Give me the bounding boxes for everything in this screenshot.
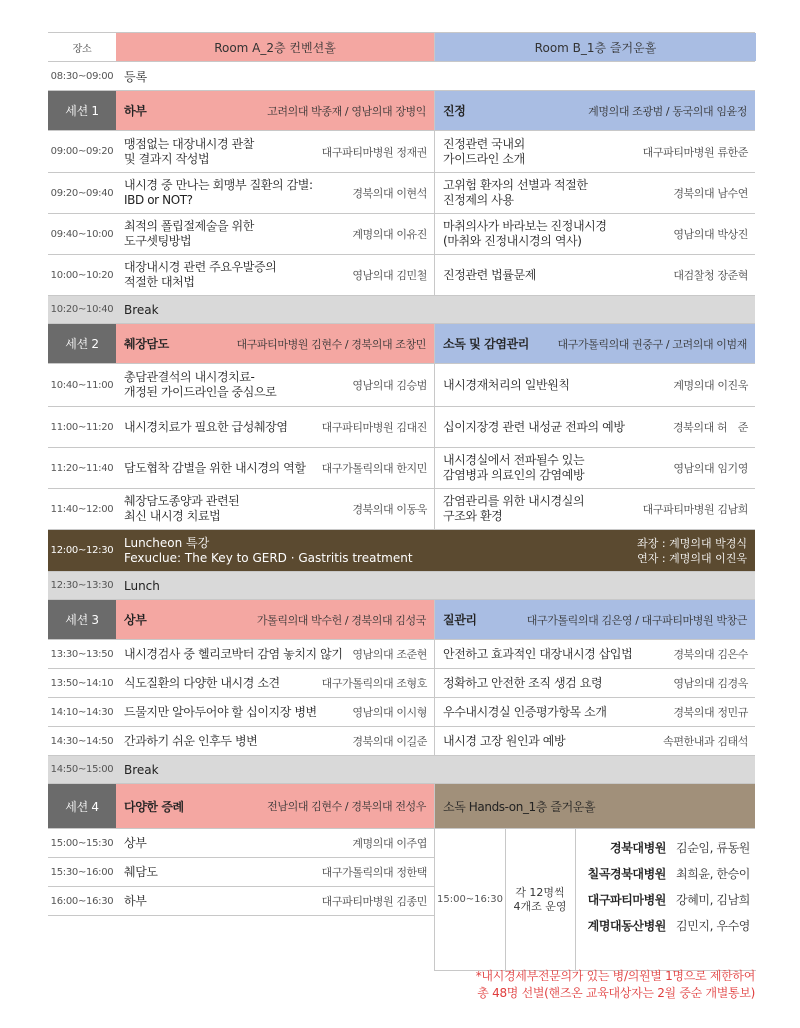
break-row: [48, 296, 755, 324]
time-cell: 15:00~16:30: [435, 829, 506, 970]
session-label: 세션 2: [48, 324, 116, 363]
speaker: 대구파티마병원 김남희: [642, 503, 748, 516]
speaker: 영남의대 조준현: [352, 648, 427, 661]
session-b-header: [434, 324, 755, 363]
talk-title: 내시경 중 만나는 회맹부 질환의 감별: IBD or NOT?: [124, 178, 313, 207]
session-a-header: [116, 324, 434, 363]
session-chairs: 대구가톨릭의대 권중구 / 고려의대 이범재: [557, 337, 747, 351]
session-b-header: [434, 600, 755, 639]
list-item: [581, 886, 750, 912]
footnote: *내시경세부전문의가 있는 병/의원별 1명으로 제한하여 총 48명 선별(핸즈온 교육대상자는 2월 중순 개별통보): [475, 969, 755, 1000]
time-cell: 10:00~10:20: [50, 269, 114, 281]
time-cell: 11:20~11:40: [50, 462, 114, 474]
session-name: 다양한 증례: [124, 799, 184, 814]
talk-row: [48, 858, 434, 887]
speaker: 영남의대 김승범: [352, 379, 427, 392]
registration-row: [48, 62, 755, 91]
talk-a: [116, 173, 434, 213]
talk-b: [434, 255, 755, 295]
talk-title: 췌장담도종양과 관련된 최신 내시경 치료법: [124, 494, 240, 523]
talk-b: [434, 173, 755, 213]
talk-title: 맹점없는 대장내시경 관찰 및 결과지 작성법: [124, 136, 254, 166]
time-cell: 12:00~12:30: [50, 545, 114, 556]
talk-title: 하부: [124, 893, 147, 908]
talk-a: [116, 214, 434, 254]
talk-a: [116, 448, 434, 488]
time-cell: 14:10~14:30: [50, 706, 114, 718]
speaker: 경북의대 이길준: [352, 735, 427, 748]
talk-row: [48, 489, 755, 530]
talk-title: 췌담도: [124, 864, 158, 879]
talk-title: 드물지만 알아두어야 할 십이지장 병변: [124, 704, 317, 719]
talk-row: [48, 407, 755, 448]
list-item: [581, 860, 750, 886]
talk-row: [48, 640, 755, 669]
speaker: 영남의대 이시형: [352, 706, 427, 719]
time-cell: 14:30~14:50: [50, 735, 114, 747]
talk-a: [116, 255, 434, 295]
talk-title: 정확하고 안전한 조직 생검 요령: [443, 675, 603, 690]
talk-b: [434, 727, 755, 755]
talk-a: [116, 669, 434, 697]
speaker: 계명의대 이주엽: [352, 837, 427, 850]
talk-title: 내시경치료가 필요한 급성췌장염: [124, 419, 288, 434]
talk-a: [116, 887, 434, 915]
talk-row: [48, 887, 434, 916]
time-cell: 13:30~13:50: [50, 648, 114, 660]
talk-title: 담도협착 감별을 위한 내시경의 역할: [124, 460, 306, 475]
session-chairs: 가톨릭의대 박수헌 / 경북의대 김성국: [256, 613, 426, 627]
talk-title: 내시경검사 중 헬리코박터 감염 놓치지 않기: [124, 646, 343, 661]
speaker: 영남의대 김민철: [352, 269, 427, 282]
session-header: [48, 324, 755, 364]
talk-row: [48, 214, 755, 255]
talk-title: 안전하고 효과적인 대장내시경 삽입법: [443, 646, 633, 661]
time-cell: 14:50~15:00: [48, 756, 116, 783]
time-cell: 12:30~13:30: [48, 572, 116, 599]
session-name: 소독 및 감염관리: [443, 337, 529, 351]
talk-b: [434, 448, 755, 488]
session-b-header: [434, 91, 755, 130]
handson-block: [434, 829, 756, 971]
speaker: 계명의대 이진욱: [673, 379, 748, 392]
talk-title: 최적의 폴립절제술을 위한 도구셋팅방법: [124, 219, 254, 248]
session-name: 하부: [124, 104, 147, 118]
talk-a: [116, 858, 434, 886]
session4-body: [48, 829, 755, 970]
talk-row: [48, 364, 755, 407]
place-label: 장소: [72, 43, 92, 55]
handson-instructors: [581, 834, 750, 938]
talk-title: 대장내시경 관련 주요우발증의 적절한 대처법: [124, 260, 277, 289]
luncheon-people: 좌장 : 계명의대 박경식 연자 : 계명의대 이진욱: [637, 537, 747, 565]
session-header: [48, 600, 755, 640]
instructor-names: 최희윤, 한승이: [676, 866, 750, 881]
speaker: 경북의대 허 준: [672, 421, 748, 434]
session-name: 소독 Hands-on_1층 즐거운홀: [443, 799, 596, 814]
speaker: 대구파티마병원 류한준: [642, 145, 748, 159]
time-cell: 16:00~16:30: [50, 895, 114, 907]
talk-title: 진정관련 법률문제: [443, 267, 536, 282]
time-cell: 09:40~10:00: [50, 228, 114, 240]
talk-title: 총담관결석의 내시경치료- 개정된 가이드라인을 중심으로: [124, 370, 277, 399]
talk-title: 상부: [124, 835, 147, 850]
talk-b: [434, 489, 755, 529]
lunch-label: Lunch: [116, 572, 755, 599]
session-label: 세션 1: [48, 91, 116, 130]
break-row: [48, 756, 755, 784]
session-header: [48, 91, 755, 131]
talk-row: [48, 829, 434, 858]
time-cell: 09:20~09:40: [50, 187, 114, 199]
talk-row: [48, 669, 755, 698]
talk-title: 간과하기 쉬운 인후두 병변: [124, 733, 258, 748]
speaker: 대구가톨릭의대 한지민: [321, 462, 427, 475]
hospital-name: 대구파티마병원: [587, 892, 667, 907]
time-cell: 08:30~09:00: [50, 70, 114, 82]
speaker: 계명의대 이유진: [352, 228, 427, 241]
session-label: 세션 4: [48, 784, 116, 828]
time-cell: 09:00~09:20: [50, 146, 114, 157]
instructor-names: 김민지, 우수영: [676, 918, 750, 933]
talk-a: [116, 489, 434, 529]
registration-label: 등록: [124, 69, 148, 84]
list-item: [581, 912, 750, 938]
speaker: 경북의대 이현석: [352, 187, 427, 200]
session-label: 세션 3: [48, 600, 116, 639]
time-cell: 10:20~10:40: [48, 296, 116, 323]
room-b-header: Room B_1층 즐거운홀: [434, 33, 756, 61]
handson-groups: 각 12명씩 4개조 운영: [505, 829, 576, 970]
talk-b: [434, 131, 755, 172]
speaker: 경북의대 김은수: [673, 648, 748, 661]
hospital-name: 칠곡경북대병원: [587, 866, 667, 881]
break-label: Break: [116, 296, 755, 323]
time-cell: 15:30~16:00: [50, 866, 114, 878]
talk-a: [116, 829, 434, 857]
session-chairs: 고려의대 박종재 / 영남의대 장병익: [267, 104, 426, 118]
speaker: 영남의대 박상진: [673, 228, 748, 241]
table-header: [48, 32, 755, 62]
speaker: 대구파티마병원 김대진: [321, 421, 427, 434]
speaker: 경북의대 이동욱: [352, 503, 427, 516]
talk-a: [116, 131, 434, 172]
time-cell: 11:00~11:20: [50, 421, 114, 433]
room-a-header: Room A_2층 컨벤션홀: [116, 33, 434, 61]
session-name: 진정: [443, 104, 466, 118]
talk-b: [434, 364, 755, 406]
talk-row: [48, 131, 755, 173]
luncheon-title: Luncheon 특강 Fexuclue: The Key to GERD · Gastritis treatment: [124, 536, 413, 565]
session-header: [48, 784, 755, 829]
talk-title: 고위험 환자의 선별과 적절한 진정제의 사용: [443, 178, 588, 207]
talk-a: [116, 364, 434, 406]
speaker: 대구가톨릭의대 조형호: [321, 677, 427, 690]
talk-row: [48, 698, 755, 727]
speaker: 속편한내과 김태석: [663, 735, 748, 748]
session-chairs: 대구파티마병원 김현수 / 경북의대 조창민: [236, 337, 426, 351]
talk-a: [116, 727, 434, 755]
speaker: 대구파티마병원 정재권: [321, 145, 427, 159]
talk-b: [434, 214, 755, 254]
talk-title: 십이지장경 관련 내성균 전파의 예방: [443, 419, 625, 434]
hospital-name: 경북대병원: [610, 840, 667, 855]
instructor-names: 강혜미, 김남희: [676, 892, 750, 907]
speaker: 대검찰청 장준혁: [673, 269, 748, 282]
instructor-names: 김순임, 류동원: [676, 840, 750, 855]
session-a-header: [116, 784, 434, 828]
speaker: 대구파티마병원 김종민: [321, 895, 427, 908]
talk-row: [48, 173, 755, 214]
session-chairs: 계명의대 조광범 / 동국의대 임윤정: [588, 104, 747, 118]
speaker: 경북의대 정민규: [673, 706, 748, 719]
speaker: 경북의대 남수연: [673, 187, 748, 200]
time-cell: 11:40~12:00: [50, 503, 114, 515]
session-name: 췌장담도: [124, 337, 169, 351]
session-a-header: [116, 91, 434, 130]
session-a-header: [116, 600, 434, 639]
speaker: 대구가톨릭의대 정한택: [321, 866, 427, 879]
talk-title: 내시경실에서 전파될수 있는 감염병과 의료인의 감염예방: [443, 453, 585, 482]
talk-b: [434, 640, 755, 668]
luncheon-row: [48, 530, 755, 572]
time-cell: 13:50~14:10: [50, 677, 114, 689]
talk-title: 우수내시경실 인증평가항목 소개: [443, 704, 607, 719]
session-chairs: 대구가톨릭의대 김은영 / 대구파티마병원 박창근: [526, 613, 747, 627]
talk-row: [48, 727, 755, 756]
session-chairs: 전남의대 김현수 / 경북의대 전성우: [267, 800, 426, 813]
talk-row: [48, 448, 755, 489]
list-item: [581, 834, 750, 860]
talk-title: 감염관리를 위한 내시경실의 구조와 환경: [443, 494, 585, 523]
talk-title: 마취의사가 바라보는 진정내시경 (마취와 진정내시경의 역사): [443, 219, 607, 248]
hospital-name: 계명대동산병원: [587, 918, 667, 933]
talk-a: [116, 407, 434, 447]
time-cell: 10:40~11:00: [50, 379, 114, 391]
talk-b: [434, 698, 755, 726]
handson-header: [434, 784, 755, 828]
talk-title: 내시경재처리의 일반원칙: [443, 377, 570, 392]
schedule-table: [48, 32, 755, 970]
break-label: Break: [116, 756, 755, 783]
talk-a: [116, 640, 434, 668]
talk-row: [48, 255, 755, 296]
talk-title: 식도질환의 다양한 내시경 소견: [124, 675, 280, 690]
talk-b: [434, 669, 755, 697]
speaker: 영남의대 임기영: [673, 462, 748, 475]
lunch-row: [48, 572, 755, 600]
talk-a: [116, 698, 434, 726]
talk-title: 내시경 고장 원인과 예방: [443, 733, 566, 748]
time-cell: 15:00~15:30: [50, 837, 114, 849]
session-name: 질관리: [443, 613, 477, 627]
talk-title: 진정관련 국내외 가이드라인 소개: [443, 136, 525, 166]
speaker: 영남의대 김경옥: [673, 677, 748, 690]
session-name: 상부: [124, 613, 147, 627]
talk-b: [434, 407, 755, 447]
